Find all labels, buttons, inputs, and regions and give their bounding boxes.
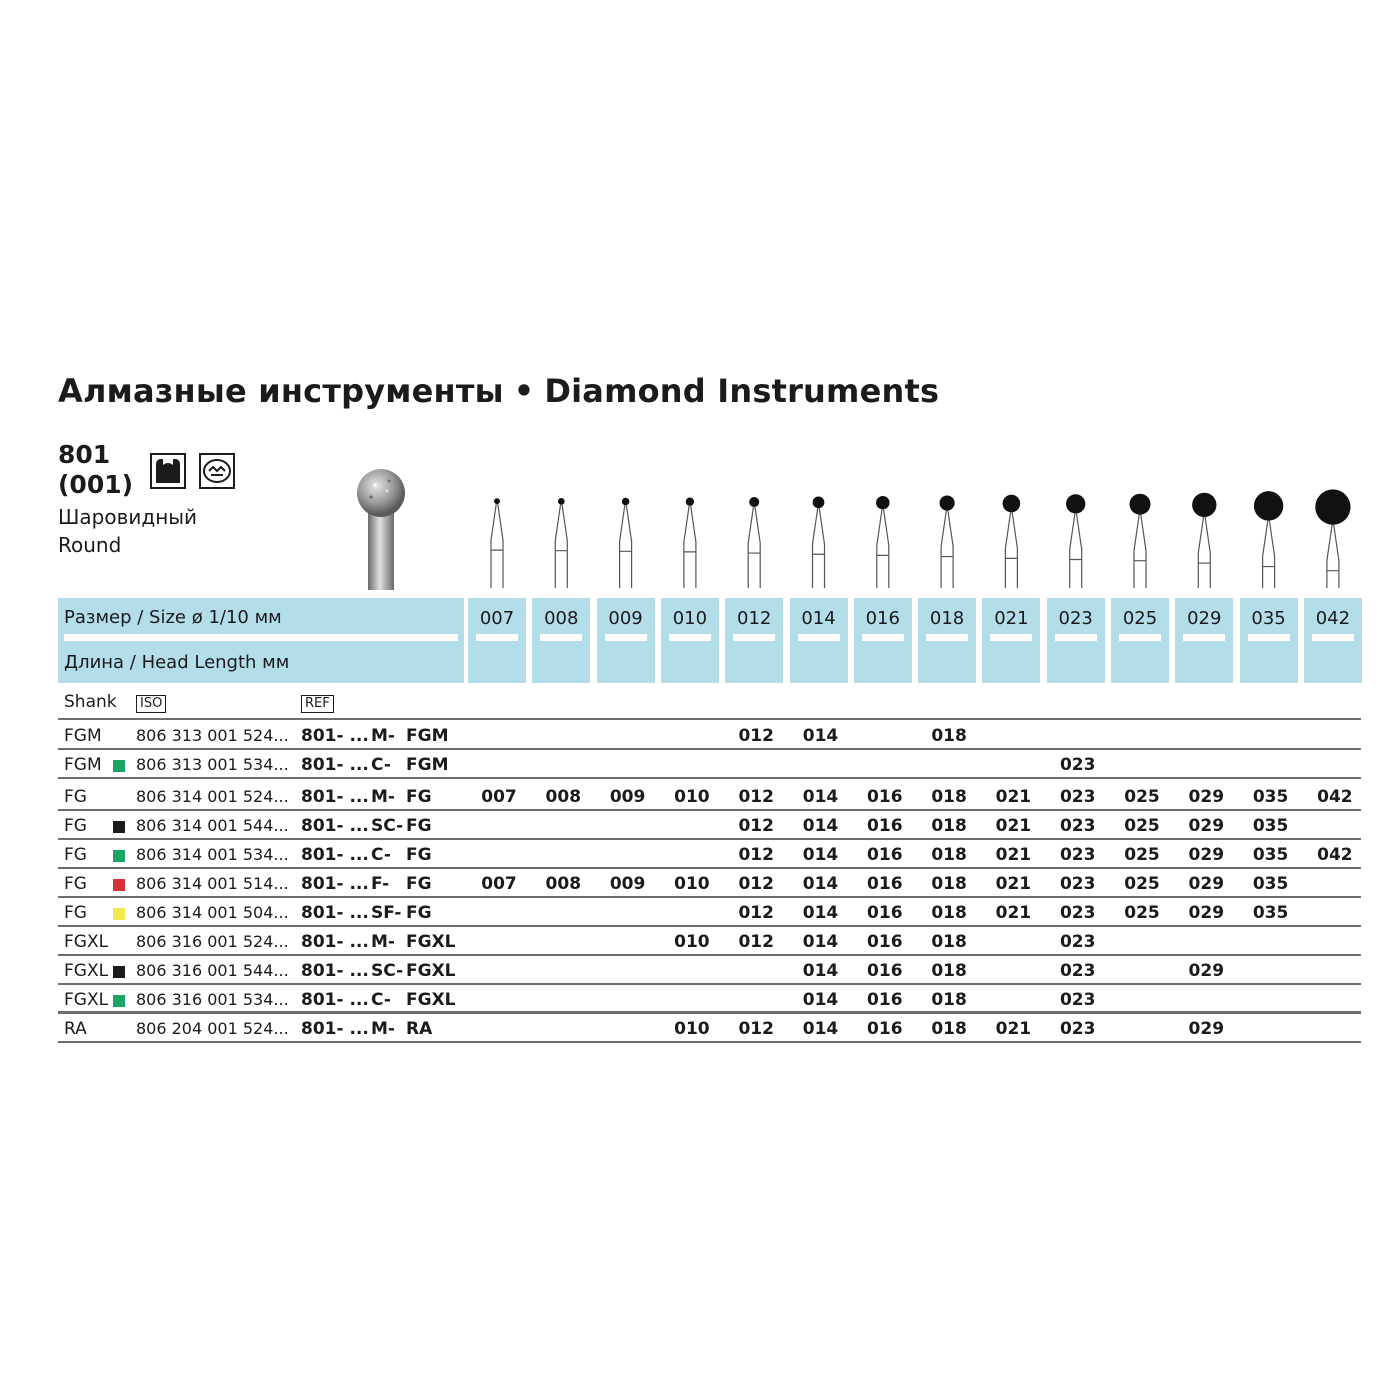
size-header-cell bbox=[468, 598, 526, 683]
bur-drawing bbox=[813, 496, 825, 588]
ref-prefix: 801- ... bbox=[301, 755, 369, 775]
grit-code: SC- bbox=[371, 961, 404, 981]
title-bullet: • bbox=[513, 372, 535, 410]
shank-code: FG bbox=[406, 903, 432, 923]
iso-number: 806 314 001 514... bbox=[136, 874, 289, 893]
iso-number: 806 314 001 544... bbox=[136, 816, 289, 835]
shank-code: FG bbox=[406, 874, 432, 894]
size-available: 009 bbox=[609, 787, 646, 807]
size-available: 012 bbox=[738, 816, 774, 836]
iso-number: 806 316 001 534... bbox=[136, 990, 289, 1009]
iso-label: ISO bbox=[136, 695, 166, 713]
size-available: 018 bbox=[931, 845, 967, 865]
ref-prefix: 801- ... bbox=[301, 990, 369, 1010]
header-block bbox=[58, 598, 464, 683]
size-header-cell bbox=[982, 598, 1040, 683]
size-available: 025 bbox=[1124, 903, 1160, 923]
size-header-cell bbox=[661, 598, 719, 683]
grit-code: SC- bbox=[371, 816, 404, 836]
page-title bbox=[58, 372, 939, 410]
size-available: 021 bbox=[995, 816, 1032, 836]
size-available: 014 bbox=[802, 990, 839, 1010]
bur-drawing bbox=[1315, 489, 1350, 588]
shank-code: FGM bbox=[406, 726, 449, 746]
size-header-value: 025 bbox=[1122, 608, 1158, 629]
size-available: 008 bbox=[545, 874, 582, 894]
size-available: 029 bbox=[1188, 845, 1225, 865]
size-available: 025 bbox=[1124, 787, 1160, 807]
shank-type: FGXL bbox=[64, 932, 109, 952]
size-header-value: 014 bbox=[801, 608, 836, 629]
shank-code: FGXL bbox=[406, 961, 456, 981]
table-row bbox=[58, 720, 1361, 749]
size-available: 029 bbox=[1188, 816, 1225, 836]
size-header-cell bbox=[1047, 598, 1105, 683]
size-available: 018 bbox=[931, 932, 967, 952]
shank-code: FGXL bbox=[406, 990, 456, 1010]
size-header-value: 035 bbox=[1251, 608, 1286, 629]
bur-shank-outline bbox=[1134, 515, 1146, 588]
size-header-value: 008 bbox=[544, 608, 579, 629]
size-available: 035 bbox=[1252, 903, 1289, 923]
bur-shank-outline bbox=[941, 511, 953, 588]
shape-name-en: Round bbox=[58, 533, 122, 557]
bur-drawing bbox=[748, 497, 760, 588]
size-header-cell bbox=[918, 598, 976, 683]
ref-prefix: 801- ... bbox=[301, 961, 369, 981]
bur-head bbox=[1130, 494, 1151, 515]
size-available: 029 bbox=[1188, 787, 1225, 807]
size-header-cell bbox=[1111, 598, 1169, 683]
size-header-cell bbox=[1304, 598, 1362, 683]
bur-drawing bbox=[555, 498, 567, 588]
bur-head bbox=[813, 496, 825, 508]
size-header-value: 016 bbox=[865, 608, 900, 629]
table-row bbox=[58, 897, 1361, 926]
ref-prefix: 801- ... bbox=[301, 816, 369, 836]
size-header-separator bbox=[1119, 634, 1161, 641]
size-available: 012 bbox=[738, 726, 774, 746]
size-header-cell bbox=[532, 598, 590, 683]
size-available: 016 bbox=[867, 1019, 903, 1039]
group-rule bbox=[58, 1011, 1361, 1013]
size-available: 023 bbox=[1059, 903, 1096, 923]
model-iso-code: (001) bbox=[58, 470, 134, 499]
table-row bbox=[58, 1013, 1361, 1042]
bur-size-drawings bbox=[468, 480, 1363, 590]
iso-column-label bbox=[136, 692, 166, 713]
size-available: 023 bbox=[1059, 755, 1096, 775]
handpiece-icon bbox=[150, 453, 186, 489]
bur-head bbox=[749, 497, 759, 507]
size-available: 012 bbox=[738, 845, 774, 865]
size-header-cell bbox=[1240, 598, 1298, 683]
size-header-cell bbox=[597, 598, 655, 683]
size-header-separator bbox=[733, 634, 775, 641]
size-available: 023 bbox=[1059, 845, 1096, 865]
size-header-separator bbox=[1312, 634, 1354, 641]
grit-code: SF- bbox=[371, 903, 402, 923]
bur-head bbox=[1315, 489, 1350, 524]
bur-shank-outline bbox=[491, 504, 503, 588]
bur-head bbox=[494, 498, 500, 504]
bur-head bbox=[940, 495, 955, 510]
table-row bbox=[58, 955, 1361, 984]
size-available: 010 bbox=[674, 1019, 710, 1039]
size-available: 018 bbox=[931, 816, 967, 836]
size-available: 035 bbox=[1252, 874, 1289, 894]
table-row bbox=[58, 839, 1361, 868]
shape-name-ru: Шаровидный bbox=[58, 505, 198, 529]
table-row bbox=[58, 749, 1361, 778]
size-header-separator bbox=[862, 634, 904, 641]
size-available: 012 bbox=[738, 874, 774, 894]
size-header-value: 029 bbox=[1187, 608, 1222, 629]
grit-code: M- bbox=[371, 787, 395, 807]
size-header-value: 042 bbox=[1315, 608, 1351, 629]
size-available: 016 bbox=[867, 961, 903, 981]
size-available: 025 bbox=[1124, 845, 1160, 865]
size-available: 014 bbox=[802, 726, 839, 746]
bur-head bbox=[686, 497, 694, 505]
size-available: 009 bbox=[609, 874, 646, 894]
size-available: 042 bbox=[1317, 845, 1353, 865]
size-header-cell bbox=[1175, 598, 1233, 683]
size-available: 021 bbox=[995, 903, 1032, 923]
bur-drawing bbox=[1066, 494, 1085, 588]
size-available: 014 bbox=[802, 1019, 839, 1039]
iso-number: 806 314 001 524... bbox=[136, 787, 289, 806]
grit-color-marker bbox=[113, 995, 125, 1007]
grit-code: F- bbox=[371, 874, 390, 894]
grit-code: C- bbox=[371, 990, 391, 1010]
size-available: 018 bbox=[931, 961, 967, 981]
size-available: 021 bbox=[995, 1019, 1032, 1039]
shank-code: FG bbox=[406, 787, 432, 807]
size-available: 014 bbox=[802, 816, 839, 836]
shank-type: FG bbox=[64, 874, 87, 894]
instrument-photo bbox=[345, 465, 425, 594]
bur-head bbox=[1254, 491, 1283, 520]
grit-color-marker bbox=[113, 966, 125, 978]
size-header-separator bbox=[990, 634, 1032, 641]
grit-color-marker bbox=[113, 879, 125, 891]
grit-color-marker bbox=[113, 850, 125, 862]
size-available: 042 bbox=[1317, 787, 1353, 807]
size-available: 029 bbox=[1188, 961, 1225, 981]
size-available: 018 bbox=[931, 787, 967, 807]
shank-type: RA bbox=[64, 1019, 87, 1039]
size-available: 023 bbox=[1059, 990, 1096, 1010]
size-available: 021 bbox=[995, 874, 1032, 894]
size-available: 018 bbox=[931, 726, 967, 746]
size-available: 018 bbox=[931, 903, 967, 923]
size-header-separator bbox=[669, 634, 711, 641]
bur-drawing bbox=[1192, 493, 1216, 588]
bur-shank-outline bbox=[555, 505, 567, 588]
size-available: 010 bbox=[674, 932, 710, 952]
ref-prefix: 801- ... bbox=[301, 787, 369, 807]
bur-shank-outline bbox=[813, 508, 825, 588]
iso-number: 806 316 001 544... bbox=[136, 961, 289, 980]
size-header-separator bbox=[1248, 634, 1290, 641]
bur-shank-outline bbox=[1198, 517, 1210, 588]
row-divider bbox=[58, 1041, 1361, 1043]
size-available: 016 bbox=[867, 990, 903, 1010]
shank-code: FGXL bbox=[406, 932, 456, 952]
model-number: 801 bbox=[58, 440, 111, 469]
size-header-value: 007 bbox=[479, 608, 515, 629]
size-available: 016 bbox=[867, 787, 903, 807]
iso-number: 806 313 001 534... bbox=[136, 755, 289, 774]
size-header-separator bbox=[798, 634, 840, 641]
shank-code: FG bbox=[406, 845, 432, 865]
table-row bbox=[58, 926, 1361, 955]
bur-shank-outline bbox=[1263, 521, 1275, 588]
size-available: 035 bbox=[1252, 816, 1289, 836]
size-available: 008 bbox=[545, 787, 582, 807]
size-available: 023 bbox=[1059, 1019, 1096, 1039]
size-header-value: 023 bbox=[1058, 608, 1093, 629]
title-en: Diamond Instruments bbox=[544, 372, 940, 410]
title-ru: Алмазные инструменты bbox=[58, 372, 504, 410]
ref-column-label bbox=[301, 692, 334, 713]
bur-shank-outline bbox=[748, 507, 760, 588]
bur-shank-outline bbox=[684, 506, 696, 588]
size-available: 014 bbox=[802, 845, 839, 865]
size-header-value: 009 bbox=[608, 608, 643, 629]
size-header-separator bbox=[476, 634, 518, 641]
size-header-separator bbox=[1183, 634, 1225, 641]
bur-drawing bbox=[684, 497, 696, 588]
bur-shank-outline bbox=[1327, 525, 1339, 588]
shank-type: FG bbox=[64, 816, 87, 836]
size-available: 014 bbox=[802, 932, 839, 952]
size-header-separator bbox=[1055, 634, 1097, 641]
length-label: Длина / Head Length мм bbox=[64, 652, 290, 673]
grit-color-marker bbox=[113, 760, 125, 772]
size-available: 029 bbox=[1188, 1019, 1225, 1039]
size-header-separator bbox=[926, 634, 968, 641]
bur-head bbox=[1003, 495, 1021, 513]
iso-number: 806 316 001 524... bbox=[136, 932, 289, 951]
size-header-value: 012 bbox=[737, 608, 772, 629]
header-separator bbox=[64, 634, 458, 641]
size-available: 014 bbox=[802, 961, 839, 981]
bur-drawing bbox=[1130, 494, 1151, 588]
size-available: 021 bbox=[995, 787, 1032, 807]
ref-prefix: 801- ... bbox=[301, 903, 369, 923]
size-label: Размер / Size ø 1/10 мм bbox=[64, 607, 282, 628]
size-available: 029 bbox=[1188, 903, 1225, 923]
table-row bbox=[58, 868, 1361, 897]
bur-head bbox=[876, 496, 889, 509]
table-row bbox=[58, 984, 1361, 1013]
size-available: 023 bbox=[1059, 874, 1096, 894]
size-available: 025 bbox=[1124, 874, 1160, 894]
bur-drawing bbox=[1003, 495, 1021, 588]
ref-prefix: 801- ... bbox=[301, 845, 369, 865]
size-header-separator bbox=[540, 634, 582, 641]
bur-shank-outline bbox=[620, 505, 632, 588]
ref-prefix: 801- ... bbox=[301, 726, 369, 746]
table-row bbox=[58, 781, 1361, 810]
iso-number: 806 314 001 504... bbox=[136, 903, 289, 922]
bur-drawing bbox=[1254, 491, 1283, 588]
bur-shank-outline bbox=[877, 509, 889, 588]
ref-label: REF bbox=[301, 695, 334, 713]
grit-code: M- bbox=[371, 932, 395, 952]
size-header-value: 018 bbox=[929, 608, 965, 629]
size-available: 029 bbox=[1188, 874, 1225, 894]
size-available: 014 bbox=[802, 787, 839, 807]
size-available: 018 bbox=[931, 990, 967, 1010]
size-available: 023 bbox=[1059, 787, 1096, 807]
size-available: 016 bbox=[867, 845, 903, 865]
size-available: 010 bbox=[674, 787, 710, 807]
bur-shank-outline bbox=[1070, 514, 1082, 588]
grit-code: M- bbox=[371, 726, 395, 746]
bur-shank-outline bbox=[1005, 512, 1017, 588]
size-available: 014 bbox=[802, 874, 839, 894]
shank-type: FGM bbox=[64, 755, 102, 775]
shank-type: FG bbox=[64, 903, 87, 923]
size-available: 016 bbox=[867, 874, 903, 894]
size-header-cell bbox=[790, 598, 848, 683]
ref-prefix: 801- ... bbox=[301, 1019, 369, 1039]
size-header-cell bbox=[725, 598, 783, 683]
size-available: 016 bbox=[867, 903, 903, 923]
shank-type: FG bbox=[64, 787, 87, 807]
size-available: 018 bbox=[931, 874, 967, 894]
iso-number: 806 313 001 524... bbox=[136, 726, 289, 745]
bur-drawing bbox=[940, 495, 955, 588]
size-header-value: 010 bbox=[672, 608, 708, 629]
size-available: 007 bbox=[481, 787, 517, 807]
shank-type: FGXL bbox=[64, 961, 109, 981]
bur-head bbox=[1192, 493, 1216, 517]
size-available: 007 bbox=[481, 874, 517, 894]
size-header-value: 021 bbox=[994, 608, 1029, 629]
size-available: 023 bbox=[1059, 932, 1096, 952]
shank-code: FGM bbox=[406, 755, 449, 775]
size-available: 012 bbox=[738, 932, 774, 952]
size-available: 016 bbox=[867, 816, 903, 836]
bur-drawing bbox=[876, 496, 889, 588]
size-available: 012 bbox=[738, 787, 774, 807]
size-available: 012 bbox=[738, 903, 774, 923]
shank-type: FGM bbox=[64, 726, 102, 746]
size-available: 012 bbox=[738, 1019, 774, 1039]
shank-column-label: Shank bbox=[64, 692, 117, 712]
bur-drawing bbox=[620, 498, 632, 588]
grit-color-marker bbox=[113, 908, 125, 920]
group-rule bbox=[58, 777, 1361, 779]
size-available: 035 bbox=[1252, 845, 1289, 865]
size-available: 023 bbox=[1059, 961, 1096, 981]
ref-prefix: 801- ... bbox=[301, 932, 369, 952]
speed-icon bbox=[199, 453, 235, 489]
iso-number: 806 204 001 524... bbox=[136, 1019, 289, 1038]
size-available: 021 bbox=[995, 845, 1032, 865]
size-available: 010 bbox=[674, 874, 710, 894]
bur-head bbox=[622, 498, 630, 506]
shank-code: RA bbox=[406, 1019, 433, 1039]
ref-prefix: 801- ... bbox=[301, 874, 369, 894]
size-available: 014 bbox=[802, 903, 839, 923]
size-available: 025 bbox=[1124, 816, 1160, 836]
grit-color-marker bbox=[113, 821, 125, 833]
grit-code: C- bbox=[371, 845, 391, 865]
grit-code: M- bbox=[371, 1019, 395, 1039]
iso-number: 806 314 001 534... bbox=[136, 845, 289, 864]
table-row bbox=[58, 810, 1361, 839]
size-header-separator bbox=[605, 634, 647, 641]
size-available: 016 bbox=[867, 932, 903, 952]
shank-type: FGXL bbox=[64, 990, 109, 1010]
shank-code: FG bbox=[406, 816, 432, 836]
size-available: 018 bbox=[931, 1019, 967, 1039]
shank-type: FG bbox=[64, 845, 87, 865]
bur-drawing bbox=[491, 498, 503, 588]
grit-code: C- bbox=[371, 755, 391, 775]
bur-head bbox=[558, 498, 565, 505]
size-header-cell bbox=[854, 598, 912, 683]
size-available: 023 bbox=[1059, 816, 1096, 836]
bur-head bbox=[1066, 494, 1085, 513]
size-available: 035 bbox=[1252, 787, 1289, 807]
